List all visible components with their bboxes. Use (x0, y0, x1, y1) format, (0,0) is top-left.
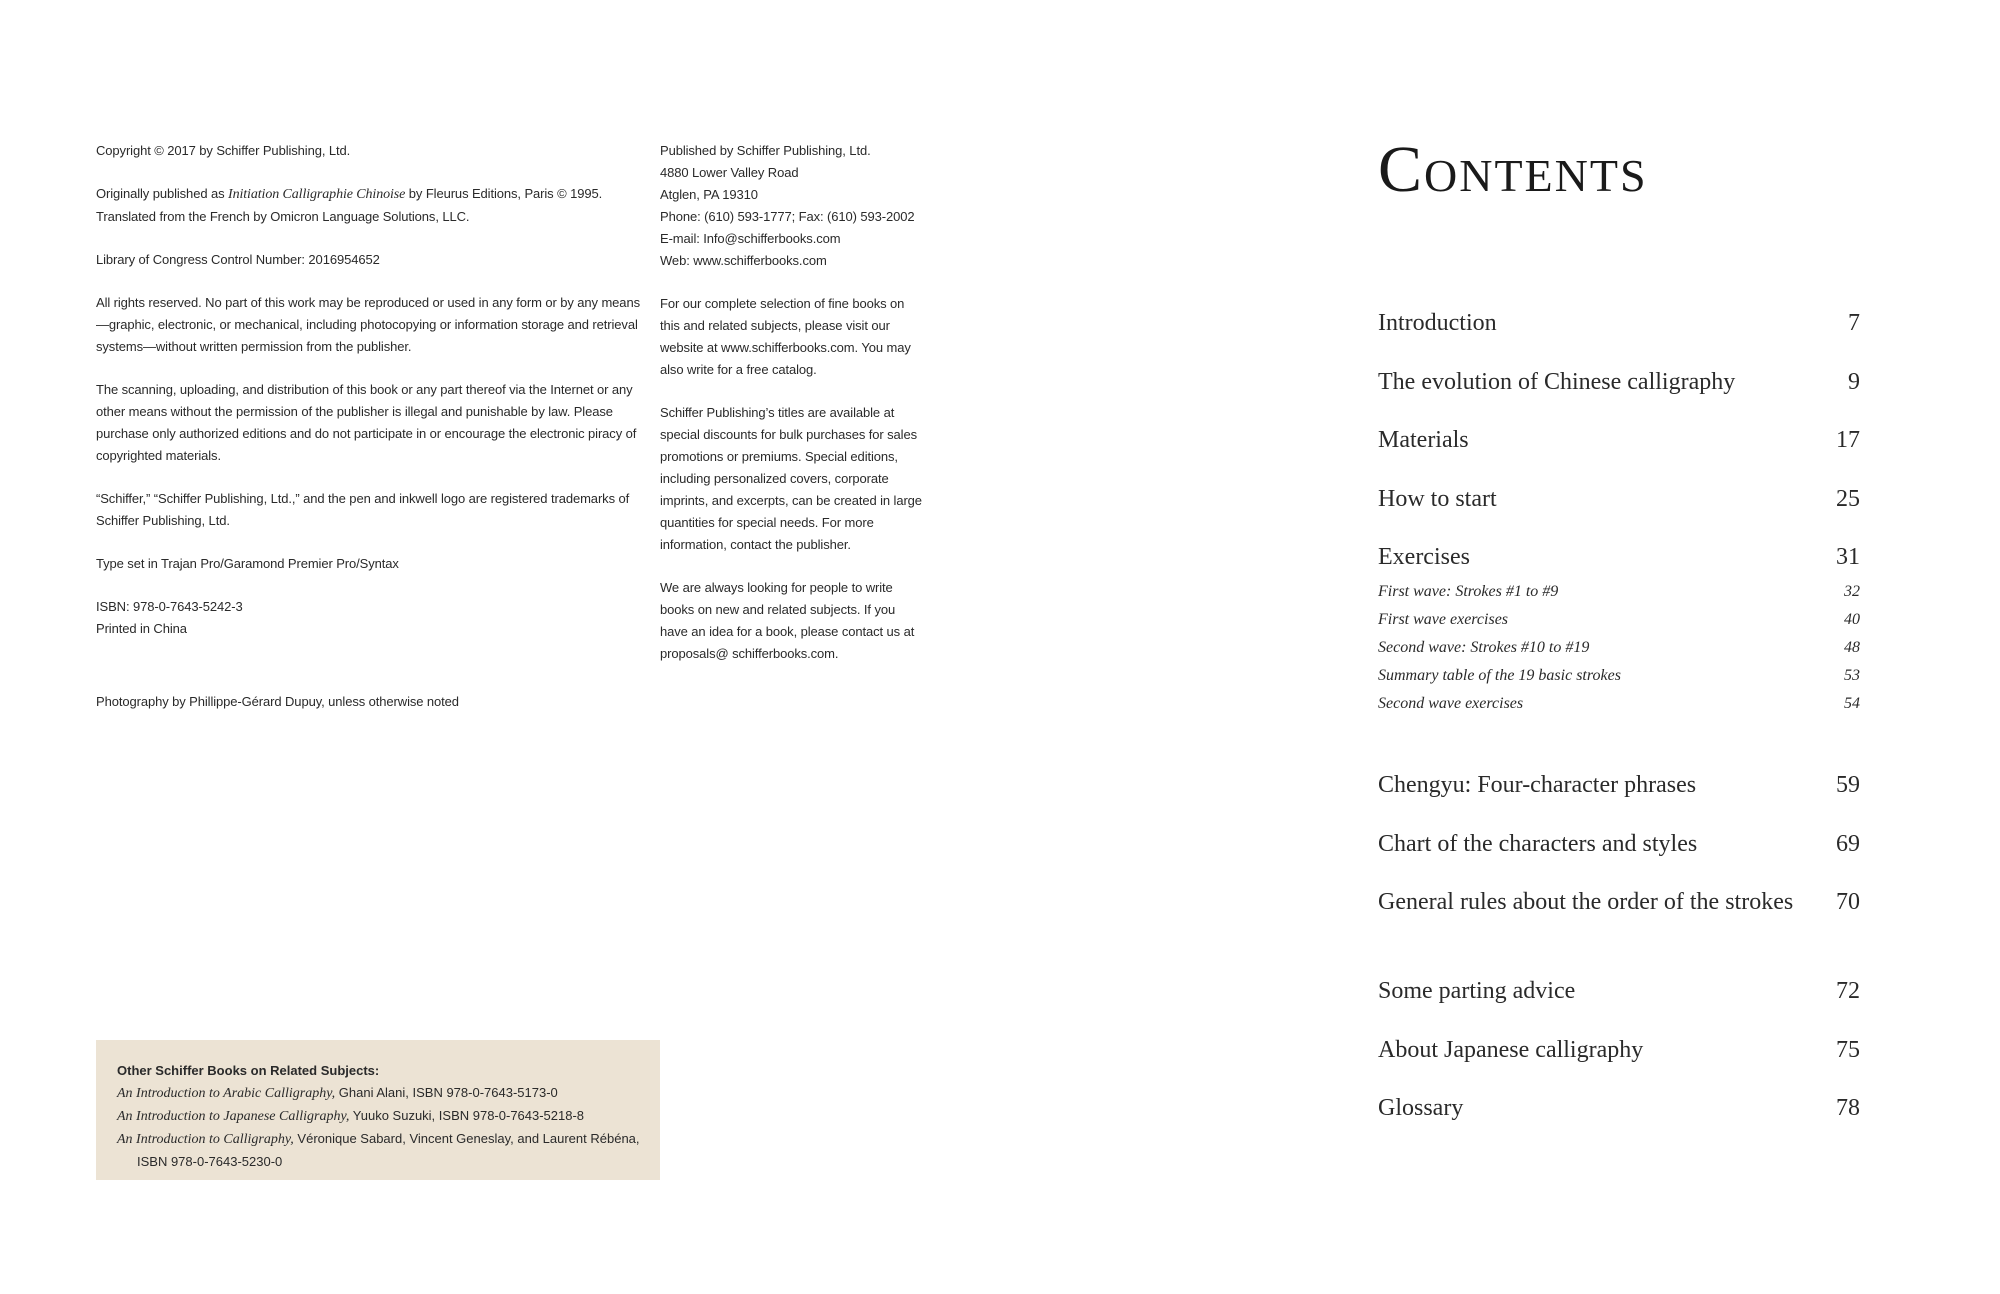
toc-label: General rules about the order of the strokes (1378, 889, 1794, 916)
toc-entry[interactable] (1378, 470, 1860, 529)
toc-page: 40 (1844, 611, 1860, 628)
toc-entry[interactable] (1378, 353, 1860, 412)
related-books-title: Other Schiffer Books on Related Subjects: (117, 1063, 380, 1078)
toc-label: Exercises (1378, 544, 1470, 571)
original-title: Initiation Calligraphie Chinoise (228, 187, 406, 202)
toc-subentry[interactable] (1378, 690, 1860, 718)
authors-note: We are always looking for people to write books on new and related subjects. If you have an idea for a book, please contact us at proposals@ schifferbooks.com. (660, 580, 915, 661)
toc-label: Materials (1378, 427, 1469, 454)
toc-page: 53 (1844, 667, 1860, 684)
related-book-isbn: ISBN 978-0-7643-5230-0 (137, 1154, 283, 1169)
toc-page: 17 (1836, 427, 1860, 454)
toc-label: Summary table of the 19 basic strokes (1378, 667, 1621, 684)
toc-label: Chart of the characters and styles (1378, 830, 1698, 857)
toc-page: 70 (1836, 889, 1860, 916)
toc-page: 31 (1836, 544, 1860, 571)
related-books-box (96, 1040, 660, 1180)
selection-note: For our complete selection of fine books on this and related subjects, please visit our website at www.schifferbooks.com. You may also write for a free catalog. (660, 296, 911, 377)
toc-label: About Japanese calligraphy (1378, 1036, 1644, 1063)
toc-label: The evolution of Chinese calligraphy (1378, 368, 1736, 395)
toc-entry[interactable] (1378, 1079, 1860, 1138)
loc-number: Library of Congress Control Number: 2016954652 (96, 252, 380, 267)
toc-entry[interactable] (1378, 815, 1860, 874)
toc-label: Introduction (1378, 310, 1497, 336)
toc-subentry[interactable] (1378, 606, 1860, 634)
toc-page: 78 (1836, 1095, 1860, 1122)
toc-subentry[interactable] (1378, 578, 1860, 606)
toc-page: 48 (1844, 639, 1860, 656)
toc-label: Some parting advice (1378, 978, 1576, 1004)
toc-page: 9 (1848, 368, 1860, 395)
publisher-phone: Phone: (610) 593-1777; Fax: (610) 593-2002 (660, 209, 915, 224)
publisher-column (660, 140, 922, 686)
publisher-address2: Atglen, PA 19310 (660, 187, 758, 202)
toc-label: Second wave: Strokes #10 to #19 (1378, 639, 1590, 656)
photography-credit: Photography by Phillippe-Gérard Dupuy, unless otherwise noted (96, 694, 459, 709)
toc-label: How to start (1378, 485, 1497, 512)
originally-published: Originally published as Initiation Calligraphie Chinoise by Fleurus Editions, Paris © 1995. Translated from the French by Omicron Language Solutions, LLC. (96, 186, 603, 224)
toc-entry[interactable] (1378, 1021, 1860, 1080)
toc-page: 25 (1836, 485, 1860, 512)
toc-label: Chengyu: Four-character phrases (1378, 772, 1697, 798)
discounts-note: Schiffer Publishing’s titles are available at special discounts for bulk purchases for sales promotions or premiums. Special editions, including personalized covers, corporate imprints, and excerpts, can be created in large quantities for special needs. For more information, contact the publisher. (660, 405, 922, 552)
scanning-notice: The scanning, uploading, and distribution of this book or any part thereof via the Internet or any other means without the permission of the publisher is illegal and punishable by law. Please purchase only authorized editions and do not participate in or encourage the electronic piracy of copyrighted materials. (96, 382, 637, 463)
printed-in: Printed in China (96, 621, 187, 636)
publisher-name: Published by Schiffer Publishing, Ltd. (660, 143, 871, 158)
copyright-column (96, 140, 641, 734)
isbn: ISBN: 978-0-7643-5242-3 (96, 599, 243, 614)
toc-group-exercises (1378, 578, 1860, 718)
publisher-address1: 4880 Lower Valley Road (660, 165, 799, 180)
toc-label: Glossary (1378, 1095, 1464, 1122)
toc-entry[interactable] (1378, 962, 1860, 1021)
toc-group-closing (1378, 962, 1860, 1138)
copyright-line: Copyright © 2017 by Schiffer Publishing, Ltd. (96, 143, 351, 158)
toc-entry[interactable] (1378, 411, 1860, 470)
trademark-notice: “Schiffer,” “Schiffer Publishing, Ltd.,” and the pen and inkwell logo are registered trademarks of Schiffer Publishing, Ltd. (96, 491, 630, 528)
contents-title: Contents (1378, 133, 1648, 206)
toc-page: 69 (1836, 830, 1860, 857)
publisher-email: E-mail: Info@schifferbooks.com (660, 231, 841, 246)
toc-entry[interactable] (1378, 873, 1860, 932)
toc-subentry[interactable] (1378, 634, 1860, 662)
toc-label: First wave: Strokes #1 to #9 (1378, 583, 1559, 600)
toc-group-main (1378, 294, 1860, 587)
related-book-item: An Introduction to Arabic Calligraphy, Ghani Alani, ISBN 978-0-7643-5173-0 (117, 1085, 558, 1101)
publisher-web: Web: www.schifferbooks.com (660, 253, 827, 268)
toc-page: 32 (1844, 583, 1860, 600)
toc-page: 75 (1836, 1036, 1860, 1063)
typeset-note: Type set in Trajan Pro/Garamond Premier Pro/Syntax (96, 556, 399, 571)
toc-page: 7 (1848, 310, 1860, 336)
toc-page: 72 (1836, 978, 1860, 1004)
toc-label: Second wave exercises (1378, 695, 1524, 712)
toc-page: 54 (1844, 695, 1860, 712)
toc-group-reference (1378, 756, 1860, 932)
related-book-item: An Introduction to Japanese Calligraphy, Yuuko Suzuki, ISBN 978-0-7643-5218-8 (117, 1108, 585, 1124)
toc-label: First wave exercises (1378, 611, 1509, 628)
toc-entry[interactable] (1378, 756, 1860, 815)
related-book-item: An Introduction to Calligraphy, Véronique Sabard, Vincent Geneslay, and Laurent Rébéna, (117, 1131, 640, 1147)
rights-notice: All rights reserved. No part of this work may be reproduced or used in any form or by any means—graphic, electronic, or mechanical, including photocopying or information storage and retrieval systems—without written permission from the publisher. (96, 295, 640, 354)
toc-page: 59 (1836, 772, 1860, 798)
toc-entry[interactable] (1378, 294, 1860, 353)
toc-subentry[interactable] (1378, 662, 1860, 690)
